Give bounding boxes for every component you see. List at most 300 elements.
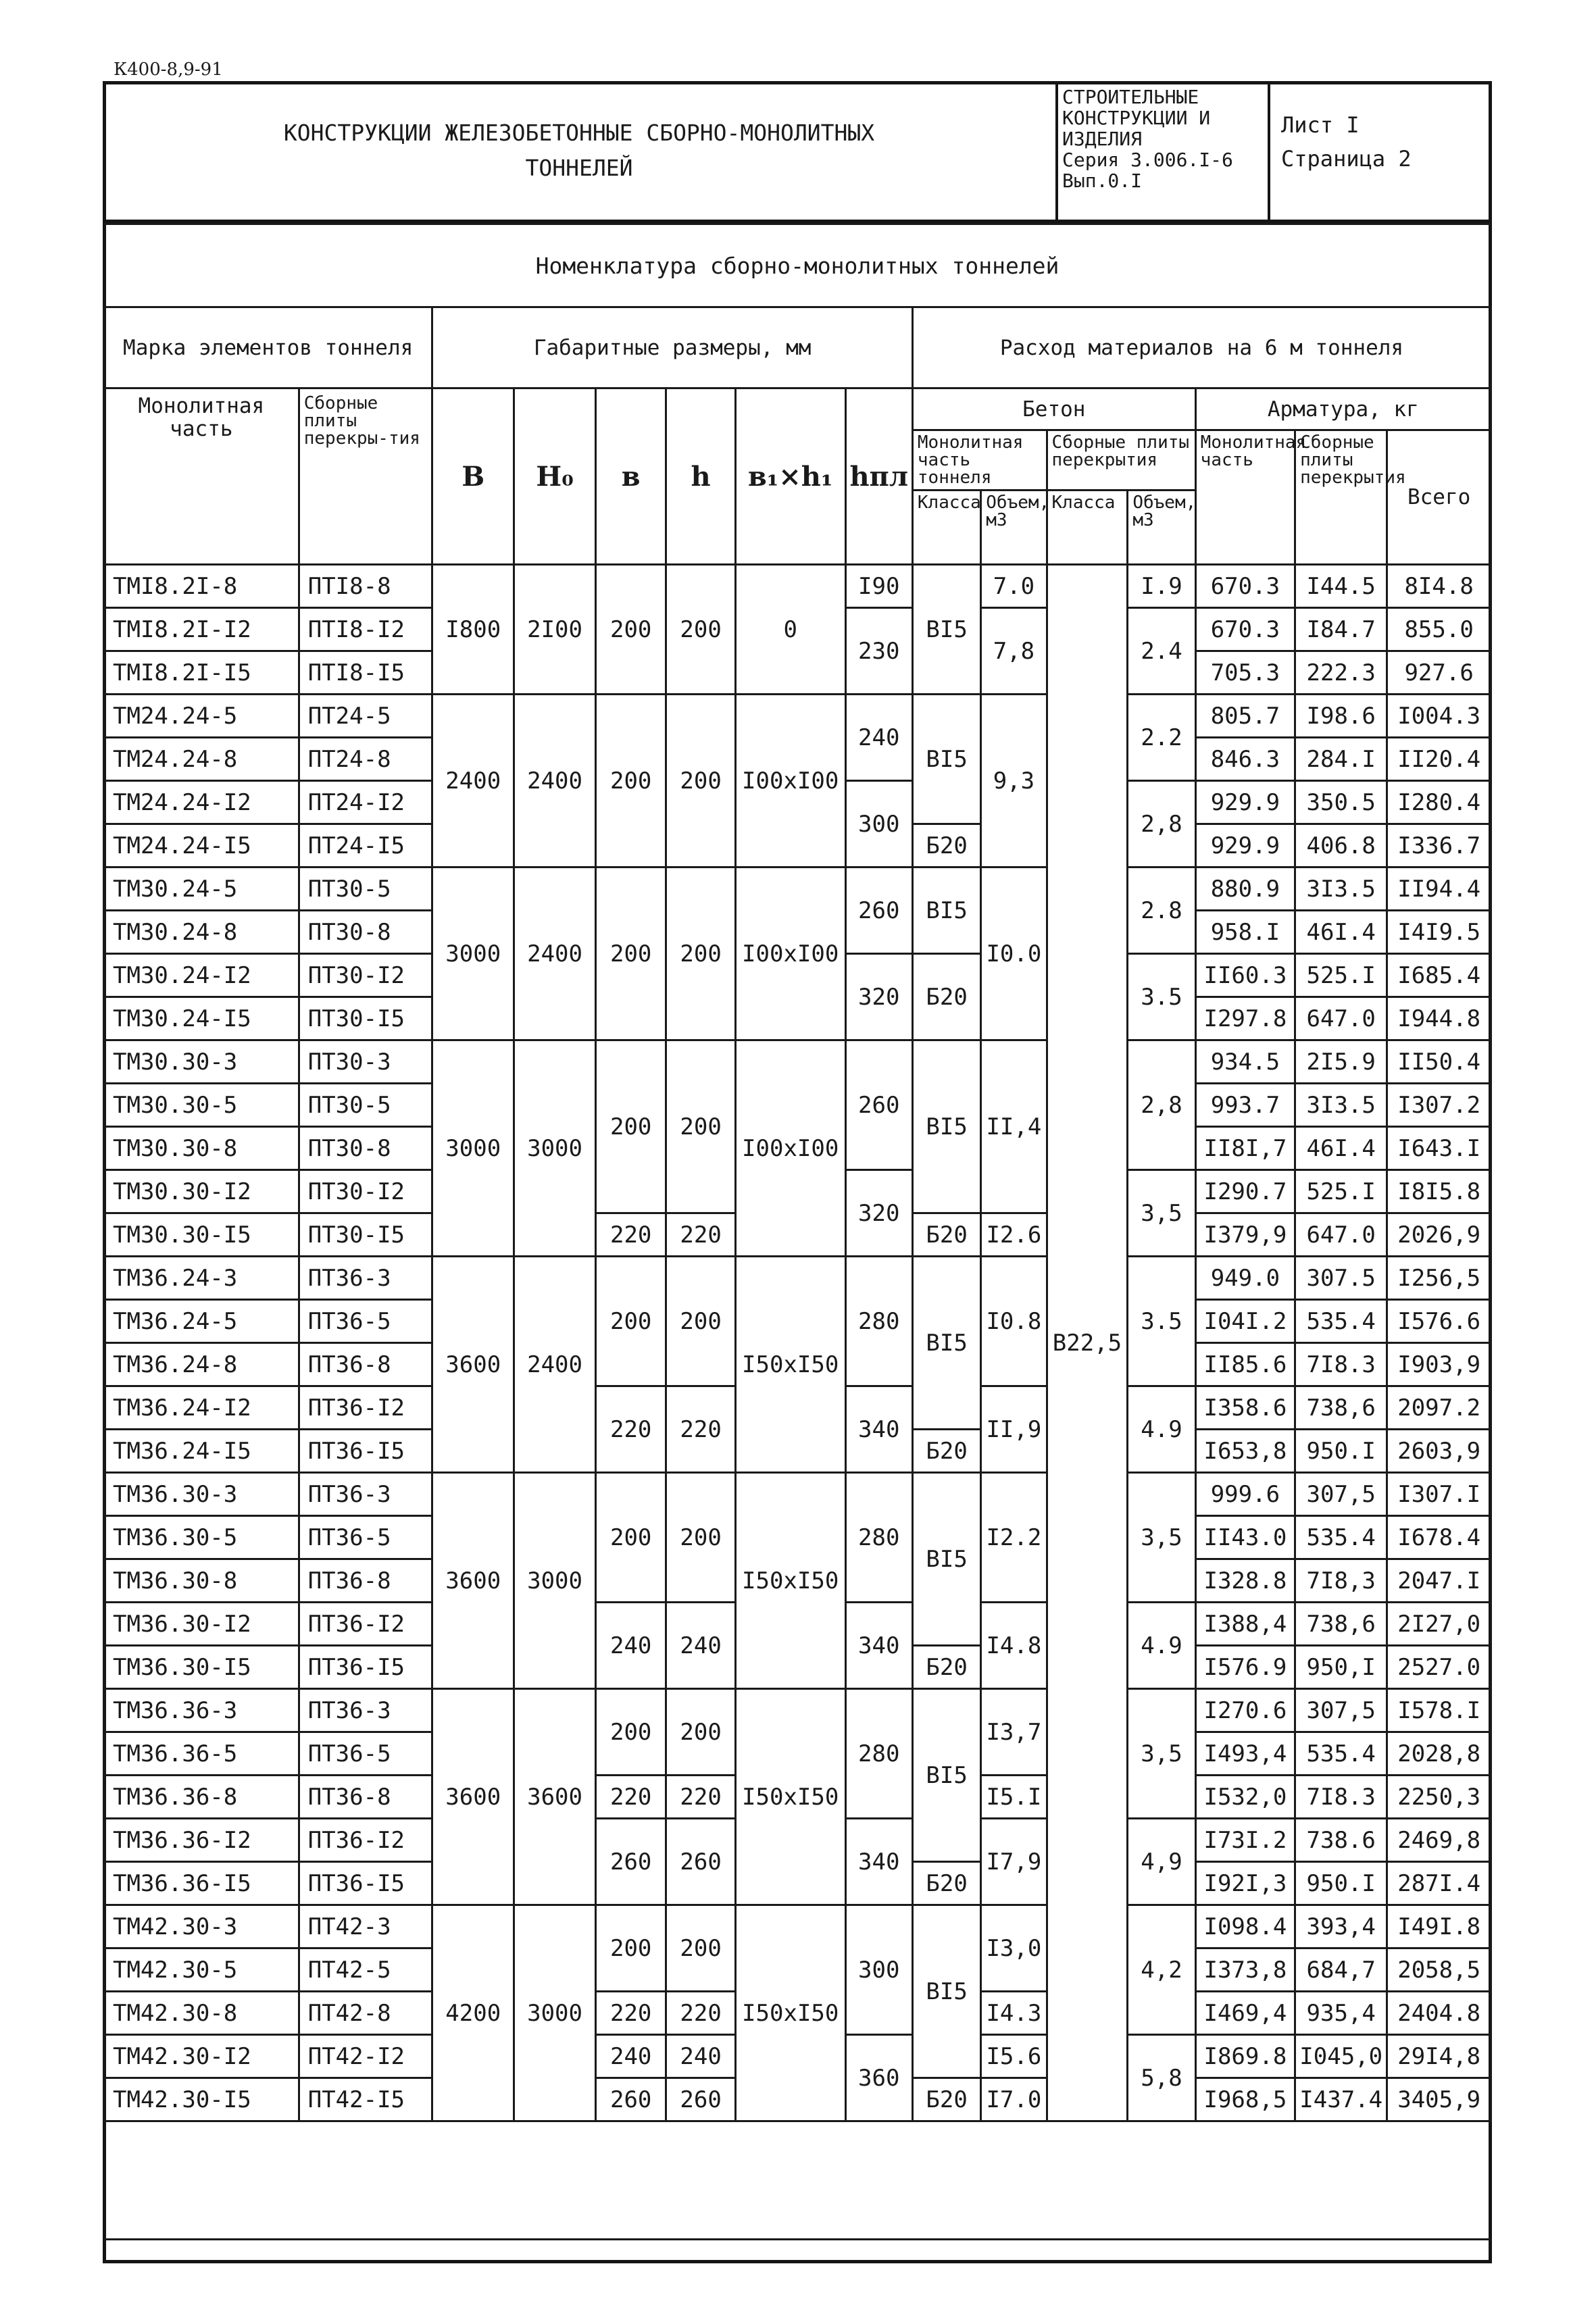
slab-height-cell: 280: [845, 1257, 912, 1386]
header-concrete-mono: Монолитная часть тоннеля: [912, 430, 1047, 491]
height-cell: 3000: [514, 1473, 596, 1689]
header-volume: Объем, м3: [981, 491, 1047, 565]
nomenclature-table-wrap: [103, 223, 1492, 2240]
wall-b-cell: 220: [595, 1386, 666, 1473]
wall-b-cell: 260: [595, 1819, 666, 1905]
concrete-volume-cell: I3,7: [981, 1689, 1047, 1776]
plate-cell: ПТI8-I5: [299, 651, 432, 695]
height-cell: 2400: [514, 867, 596, 1040]
wall-h-cell: 260: [666, 2078, 735, 2121]
header-class-2: Класса: [1047, 491, 1128, 565]
wall-h-cell: 200: [666, 867, 735, 1040]
rebar-total-cell: I256,5: [1387, 1257, 1491, 1300]
plate-cell: ПТ42-5: [299, 1948, 432, 1992]
rebar-total-cell: I643.I: [1387, 1127, 1491, 1170]
rebar-total-cell: I307.2: [1387, 1084, 1491, 1127]
rebar-total-cell: 2250,3: [1387, 1776, 1491, 1819]
plate-cell: ПТ42-I2: [299, 2035, 432, 2078]
mark-cell: ТМ36.24-5: [104, 1300, 299, 1343]
rebar-mono-cell: 670.3: [1195, 565, 1295, 608]
rebar-slabs-cell: 7I8,3: [1295, 1559, 1387, 1603]
mark-cell: ТМ42.30-8: [104, 1992, 299, 2035]
rebar-slabs-cell: 950,I: [1295, 1646, 1387, 1689]
mark-cell: ТМ36.36-5: [104, 1732, 299, 1776]
rebar-mono-cell: 929.9: [1195, 781, 1295, 824]
rebar-mono-cell: 846.3: [1195, 738, 1295, 781]
series-line: СТРОИТЕЛЬНЫЕ: [1062, 86, 1199, 108]
plate-cell: ПТ36-I5: [299, 1430, 432, 1473]
mark-cell: ТМ24.24-8: [104, 738, 299, 781]
concrete-class-cell: Б20: [912, 954, 980, 1040]
header-b: в: [595, 388, 666, 565]
wall-h-cell: 240: [666, 2035, 735, 2078]
table-row: [104, 1689, 1491, 1732]
rebar-total-cell: I578.I: [1387, 1689, 1491, 1732]
plate-cell: ПТ30-8: [299, 1127, 432, 1170]
sheet-number: Лист I: [1281, 112, 1360, 138]
concrete-volume-cell: I4.3: [981, 1992, 1047, 2035]
concrete-volume-cell: I7.0: [981, 2078, 1047, 2121]
plate-cell: ПТ36-8: [299, 1559, 432, 1603]
slab-concrete-volume-cell: 4,2: [1128, 1905, 1195, 2035]
height-cell: 2400: [514, 1257, 596, 1473]
mark-cell: ТМ36.24-3: [104, 1257, 299, 1300]
mark-cell: ТМ36.36-3: [104, 1689, 299, 1732]
rebar-mono-cell: I493,4: [1195, 1732, 1295, 1776]
mark-cell: ТМ30.30-5: [104, 1084, 299, 1127]
table-row: [104, 867, 1491, 911]
height-cell: 2400: [514, 695, 596, 867]
rebar-total-cell: 2026,9: [1387, 1213, 1491, 1257]
slab-height-cell: 260: [845, 1040, 912, 1170]
wall-h-cell: 200: [666, 1040, 735, 1213]
rebar-total-cell: I4I9.5: [1387, 911, 1491, 954]
slab-concrete-class-cell: В22,5: [1047, 565, 1128, 2121]
mark-cell: ТМ30.30-I2: [104, 1170, 299, 1213]
wall-b-cell: 200: [595, 1473, 666, 1603]
series-block: [1055, 81, 1270, 220]
wall-b-cell: 200: [595, 867, 666, 1040]
rebar-total-cell: I678.4: [1387, 1516, 1491, 1559]
slab-concrete-volume-cell: 2,8: [1128, 781, 1195, 867]
header-rebar-slabs: Сборные плиты перекрытия: [1295, 430, 1387, 565]
mark-cell: ТМI8.2I-I5: [104, 651, 299, 695]
wall-b-cell: 200: [595, 1040, 666, 1213]
rebar-mono-cell: 934.5: [1195, 1040, 1295, 1084]
rebar-mono-cell: I92I,3: [1195, 1862, 1295, 1905]
plate-cell: ПТ30-I2: [299, 1170, 432, 1213]
wall-b-cell: 220: [595, 1776, 666, 1819]
rebar-slabs-cell: 525.I: [1295, 1170, 1387, 1213]
rebar-mono-cell: I358.6: [1195, 1386, 1295, 1430]
plate-cell: ПТ36-5: [299, 1732, 432, 1776]
rebar-slabs-cell: I98.6: [1295, 695, 1387, 738]
rebar-slabs-cell: 406.8: [1295, 824, 1387, 867]
title-line-2: ТОННЕЛЕЙ: [525, 154, 633, 181]
rebar-slabs-cell: 284.I: [1295, 738, 1387, 781]
header-hpl: hпл: [845, 388, 912, 565]
series-line: ИЗДЕЛИЯ: [1062, 128, 1143, 150]
mark-cell: ТМ36.24-I2: [104, 1386, 299, 1430]
plate-cell: ПТ36-I5: [299, 1862, 432, 1905]
wall-b-cell: 200: [595, 1689, 666, 1776]
page-number: Страница 2: [1281, 146, 1412, 172]
rebar-mono-cell: I469,4: [1195, 1992, 1295, 2035]
rebar-slabs-cell: 7I8.3: [1295, 1776, 1387, 1819]
slab-height-cell: 280: [845, 1473, 912, 1603]
slab-height-cell: 340: [845, 1819, 912, 1905]
plate-cell: ПТ24-5: [299, 695, 432, 738]
rebar-slabs-cell: 3I3.5: [1295, 867, 1387, 911]
wall-b-cell: 200: [595, 1905, 666, 1992]
width-cell: 3000: [432, 867, 514, 1040]
rebar-slabs-cell: 307.5: [1295, 1257, 1387, 1300]
haunch-cell: I00xI00: [735, 1040, 845, 1257]
height-cell: 3000: [514, 1905, 596, 2121]
rebar-total-cell: 855.0: [1387, 608, 1491, 651]
wall-h-cell: 200: [666, 1473, 735, 1603]
concrete-volume-cell: II,4: [981, 1040, 1047, 1213]
rebar-total-cell: I8I5.8: [1387, 1170, 1491, 1213]
concrete-volume-cell: 7.0: [981, 565, 1047, 608]
width-cell: 3600: [432, 1257, 514, 1473]
rebar-slabs-cell: I44.5: [1295, 565, 1387, 608]
concrete-volume-cell: I5.6: [981, 2035, 1047, 2078]
concrete-class-cell: BI5: [912, 1689, 980, 1862]
title-line-1: КОНСТРУКЦИИ ЖЕЛЕЗОБЕТОННЫЕ СБОРНО-МОНОЛИТНЫХ: [283, 119, 875, 146]
concrete-volume-cell: I3,0: [981, 1905, 1047, 1992]
slab-concrete-volume-cell: 3,5: [1128, 1170, 1195, 1257]
haunch-cell: I00xI00: [735, 867, 845, 1040]
table-row: [104, 1040, 1491, 1084]
concrete-class-cell: Б20: [912, 1646, 980, 1689]
rebar-slabs-cell: 3I3.5: [1295, 1084, 1387, 1127]
rebar-slabs-cell: 393,4: [1295, 1905, 1387, 1948]
plate-cell: ПТ30-5: [299, 1084, 432, 1127]
mark-cell: ТМI8.2I-8: [104, 565, 299, 608]
concrete-volume-cell: I0.0: [981, 867, 1047, 1040]
nomenclature-table: [103, 223, 1492, 2240]
concrete-class-cell: BI5: [912, 867, 980, 954]
rebar-mono-cell: I532,0: [1195, 1776, 1295, 1819]
mark-cell: ТМ36.30-3: [104, 1473, 299, 1516]
rebar-total-cell: I576.6: [1387, 1300, 1491, 1343]
rebar-mono-cell: I290.7: [1195, 1170, 1295, 1213]
mark-cell: ТМ24.24-I2: [104, 781, 299, 824]
slab-height-cell: 340: [845, 1603, 912, 1689]
rebar-total-cell: 29I4,8: [1387, 2035, 1491, 2078]
plate-cell: ПТ36-3: [299, 1689, 432, 1732]
mark-cell: ТМ30.24-I5: [104, 997, 299, 1040]
slab-height-cell: 300: [845, 1905, 912, 2035]
rebar-total-cell: I49I.8: [1387, 1905, 1491, 1948]
wall-b-cell: 220: [595, 1992, 666, 2035]
table-caption: Номенклатура сборно-монолитных тоннелей: [104, 224, 1491, 307]
height-cell: 3000: [514, 1040, 596, 1257]
rebar-mono-cell: II43.0: [1195, 1516, 1295, 1559]
slab-concrete-volume-cell: 2.2: [1128, 695, 1195, 781]
concrete-volume-cell: I4.8: [981, 1603, 1047, 1689]
wall-h-cell: 220: [666, 1776, 735, 1819]
series-line: Серия 3.006.I-6: [1062, 149, 1233, 171]
mark-cell: ТМ36.36-I2: [104, 1819, 299, 1862]
rebar-total-cell: 2603,9: [1387, 1430, 1491, 1473]
width-cell: I800: [432, 565, 514, 695]
wall-h-cell: 200: [666, 1257, 735, 1386]
rebar-mono-cell: I328.8: [1195, 1559, 1295, 1603]
plate-cell: ПТ30-3: [299, 1040, 432, 1084]
rebar-total-cell: II20.4: [1387, 738, 1491, 781]
rebar-total-cell: I307.I: [1387, 1473, 1491, 1516]
rebar-mono-cell: I297.8: [1195, 997, 1295, 1040]
plate-cell: ПТ36-5: [299, 1516, 432, 1559]
slab-concrete-volume-cell: 3,5: [1128, 1473, 1195, 1603]
header-volume-2: Объем, м3: [1128, 491, 1195, 565]
haunch-cell: I50xI50: [735, 1689, 845, 1905]
rebar-mono-cell: I04I.2: [1195, 1300, 1295, 1343]
concrete-volume-cell: II,9: [981, 1386, 1047, 1473]
table-row: [104, 565, 1491, 608]
plate-cell: ПТ36-I2: [299, 1603, 432, 1646]
slab-concrete-volume-cell: 3.5: [1128, 1257, 1195, 1386]
header-mark-group: Марка элементов тоннеля: [104, 307, 432, 388]
width-cell: 3600: [432, 1473, 514, 1689]
rebar-mono-cell: I968,5: [1195, 2078, 1295, 2121]
concrete-class-cell: BI5: [912, 1257, 980, 1430]
rebar-slabs-cell: 222.3: [1295, 651, 1387, 695]
document-code: К400-8,9-91: [114, 59, 223, 80]
mark-cell: ТМ30.30-8: [104, 1127, 299, 1170]
rebar-mono-cell: I869.8: [1195, 2035, 1295, 2078]
haunch-cell: 0: [735, 565, 845, 695]
rebar-slabs-cell: 535.4: [1295, 1732, 1387, 1776]
rebar-slabs-cell: 525.I: [1295, 954, 1387, 997]
rebar-mono-cell: 958.I: [1195, 911, 1295, 954]
concrete-volume-cell: I2.2: [981, 1473, 1047, 1603]
mark-cell: ТМ36.36-I5: [104, 1862, 299, 1905]
wall-h-cell: 200: [666, 1905, 735, 1992]
blank-row: [104, 2121, 1491, 2240]
wall-h-cell: 260: [666, 1819, 735, 1905]
slab-height-cell: 300: [845, 781, 912, 867]
rebar-total-cell: 2028,8: [1387, 1732, 1491, 1776]
mark-cell: ТМ24.24-5: [104, 695, 299, 738]
rebar-slabs-cell: 307,5: [1295, 1689, 1387, 1732]
header-B: B: [432, 388, 514, 565]
width-cell: 4200: [432, 1905, 514, 2121]
header-rebar: Арматура, кг: [1195, 388, 1491, 430]
rebar-total-cell: II94.4: [1387, 867, 1491, 911]
slab-concrete-volume-cell: 3,5: [1128, 1689, 1195, 1819]
slab-height-cell: 320: [845, 1170, 912, 1257]
rebar-total-cell: 2469,8: [1387, 1819, 1491, 1862]
slab-height-cell: I90: [845, 565, 912, 608]
rebar-slabs-cell: 46I.4: [1295, 1127, 1387, 1170]
rebar-total-cell: 927.6: [1387, 651, 1491, 695]
slab-concrete-volume-cell: 3.5: [1128, 954, 1195, 1040]
rebar-total-cell: I336.7: [1387, 824, 1491, 867]
rebar-mono-cell: 993.7: [1195, 1084, 1295, 1127]
concrete-volume-cell: I0.8: [981, 1257, 1047, 1386]
rebar-slabs-cell: 535.4: [1295, 1516, 1387, 1559]
height-cell: 3600: [514, 1689, 596, 1905]
rebar-slabs-cell: 350.5: [1295, 781, 1387, 824]
mark-cell: ТМ42.30-I5: [104, 2078, 299, 2121]
mark-cell: ТМ30.24-8: [104, 911, 299, 954]
mark-cell: ТМ36.30-I5: [104, 1646, 299, 1689]
header-concrete-slabs: Сборные плиты перекрытия: [1047, 430, 1195, 491]
rebar-slabs-cell: 950.I: [1295, 1862, 1387, 1905]
plate-cell: ПТ30-I2: [299, 954, 432, 997]
wall-h-cell: 200: [666, 565, 735, 695]
header-b1h1: в₁×h₁: [735, 388, 845, 565]
plate-cell: ПТ42-8: [299, 1992, 432, 2035]
rebar-total-cell: I944.8: [1387, 997, 1491, 1040]
haunch-cell: I50xI50: [735, 1257, 845, 1473]
rebar-slabs-cell: 46I.4: [1295, 911, 1387, 954]
plate-cell: ПТI8-8: [299, 565, 432, 608]
wall-h-cell: 220: [666, 1992, 735, 2035]
wall-h-cell: 200: [666, 695, 735, 867]
plate-cell: ПТ36-8: [299, 1776, 432, 1819]
plate-cell: ПТ36-3: [299, 1473, 432, 1516]
plate-cell: ПТ36-5: [299, 1300, 432, 1343]
concrete-class-cell: Б20: [912, 1862, 980, 1905]
rebar-slabs-cell: 647.0: [1295, 997, 1387, 1040]
rebar-slabs-cell: 647.0: [1295, 1213, 1387, 1257]
rebar-slabs-cell: 738,6: [1295, 1603, 1387, 1646]
rebar-mono-cell: I653,8: [1195, 1430, 1295, 1473]
height-cell: 2I00: [514, 565, 596, 695]
header-concrete: Бетон: [912, 388, 1195, 430]
header-precast-slabs: Сборные плиты перекры-тия: [299, 388, 432, 565]
slab-height-cell: 240: [845, 695, 912, 781]
rebar-mono-cell: 805.7: [1195, 695, 1295, 738]
wall-b-cell: 200: [595, 695, 666, 867]
rebar-total-cell: 2097.2: [1387, 1386, 1491, 1430]
header-monolithic: Монолитная часть: [104, 388, 299, 565]
header-consumption: Расход материалов на 6 м тоннеля: [912, 307, 1491, 388]
plate-cell: ПТ30-8: [299, 911, 432, 954]
plate-cell: ПТ42-3: [299, 1905, 432, 1948]
slab-concrete-volume-cell: 2,8: [1128, 1040, 1195, 1170]
haunch-cell: I50xI50: [735, 1905, 845, 2121]
mark-cell: ТМ36.36-8: [104, 1776, 299, 1819]
plate-cell: ПТ30-5: [299, 867, 432, 911]
rebar-mono-cell: I73I.2: [1195, 1819, 1295, 1862]
slab-height-cell: 320: [845, 954, 912, 1040]
header-class: Класса: [912, 491, 980, 565]
slab-concrete-volume-cell: 2.8: [1128, 867, 1195, 954]
rebar-mono-cell: I373,8: [1195, 1948, 1295, 1992]
table-body: [104, 565, 1491, 2240]
wall-h-cell: 240: [666, 1603, 735, 1689]
sheet-block: [1270, 81, 1487, 220]
header-rebar-total: Всего: [1387, 430, 1491, 565]
rebar-slabs-cell: 738,6: [1295, 1386, 1387, 1430]
haunch-cell: I50xI50: [735, 1473, 845, 1689]
rebar-mono-cell: I576.9: [1195, 1646, 1295, 1689]
document-title: [103, 81, 1055, 220]
mark-cell: ТМ36.30-5: [104, 1516, 299, 1559]
plate-cell: ПТ42-I5: [299, 2078, 432, 2121]
wall-h-cell: 220: [666, 1213, 735, 1257]
concrete-class-cell: BI5: [912, 1473, 980, 1646]
rebar-mono-cell: I270.6: [1195, 1689, 1295, 1732]
slab-height-cell: 280: [845, 1689, 912, 1819]
rebar-mono-cell: II85.6: [1195, 1343, 1295, 1386]
plate-cell: ПТI8-I2: [299, 608, 432, 651]
slab-height-cell: 340: [845, 1386, 912, 1473]
plate-cell: ПТ36-I2: [299, 1819, 432, 1862]
slab-concrete-volume-cell: 5,8: [1128, 2035, 1195, 2121]
wall-b-cell: 240: [595, 2035, 666, 2078]
table-row: [104, 1257, 1491, 1300]
concrete-volume-cell: I7,9: [981, 1819, 1047, 1905]
rebar-total-cell: I903,9: [1387, 1343, 1491, 1386]
rebar-slabs-cell: 2I5.9: [1295, 1040, 1387, 1084]
rebar-slabs-cell: 535.4: [1295, 1300, 1387, 1343]
wall-b-cell: 260: [595, 2078, 666, 2121]
rebar-total-cell: 2404.8: [1387, 1992, 1491, 2035]
rebar-total-cell: 2047.I: [1387, 1559, 1491, 1603]
rebar-slabs-cell: 7I8.3: [1295, 1343, 1387, 1386]
rebar-total-cell: I280.4: [1387, 781, 1491, 824]
blank-cell: [104, 2121, 1491, 2240]
rebar-total-cell: II50.4: [1387, 1040, 1491, 1084]
slab-concrete-volume-cell: 4.9: [1128, 1603, 1195, 1689]
rebar-total-cell: 2527.0: [1387, 1646, 1491, 1689]
rebar-total-cell: I685.4: [1387, 954, 1491, 997]
rebar-total-cell: 8I4.8: [1387, 565, 1491, 608]
slab-concrete-volume-cell: 4,9: [1128, 1819, 1195, 1905]
header-rebar-mono: Монолитная часть: [1195, 430, 1295, 565]
rebar-mono-cell: I098.4: [1195, 1905, 1295, 1948]
rebar-slabs-cell: 935,4: [1295, 1992, 1387, 2035]
rebar-total-cell: 3405,9: [1387, 2078, 1491, 2121]
concrete-class-cell: Б20: [912, 1213, 980, 1257]
mark-cell: ТМ30.30-I5: [104, 1213, 299, 1257]
rebar-slabs-cell: 307,5: [1295, 1473, 1387, 1516]
plate-cell: ПТ36-8: [299, 1343, 432, 1386]
rebar-slabs-cell: I437.4: [1295, 2078, 1387, 2121]
concrete-class-cell: BI5: [912, 1905, 980, 2078]
rebar-mono-cell: I379,9: [1195, 1213, 1295, 1257]
mark-cell: ТМ42.30-5: [104, 1948, 299, 1992]
mark-cell: ТМ30.24-I2: [104, 954, 299, 997]
concrete-class-cell: BI5: [912, 565, 980, 695]
plate-cell: ПТ24-I2: [299, 781, 432, 824]
slab-height-cell: 230: [845, 608, 912, 695]
mark-cell: ТМ42.30-I2: [104, 2035, 299, 2078]
rebar-total-cell: I004.3: [1387, 695, 1491, 738]
plate-cell: ПТ30-I5: [299, 1213, 432, 1257]
wall-b-cell: 200: [595, 1257, 666, 1386]
concrete-volume-cell: 9,3: [981, 695, 1047, 867]
concrete-class-cell: BI5: [912, 1040, 980, 1213]
concrete-class-cell: BI5: [912, 695, 980, 824]
concrete-class-cell: Б20: [912, 2078, 980, 2121]
series-line: КОНСТРУКЦИИ И: [1062, 107, 1211, 129]
rebar-mono-cell: II8I,7: [1195, 1127, 1295, 1170]
rebar-mono-cell: 999.6: [1195, 1473, 1295, 1516]
mark-cell: ТМ36.24-I5: [104, 1430, 299, 1473]
rebar-mono-cell: 670.3: [1195, 608, 1295, 651]
rebar-mono-cell: 929.9: [1195, 824, 1295, 867]
rebar-mono-cell: 880.9: [1195, 867, 1295, 911]
series-line: Вып.0.I: [1062, 170, 1143, 192]
plate-cell: ПТ36-3: [299, 1257, 432, 1300]
